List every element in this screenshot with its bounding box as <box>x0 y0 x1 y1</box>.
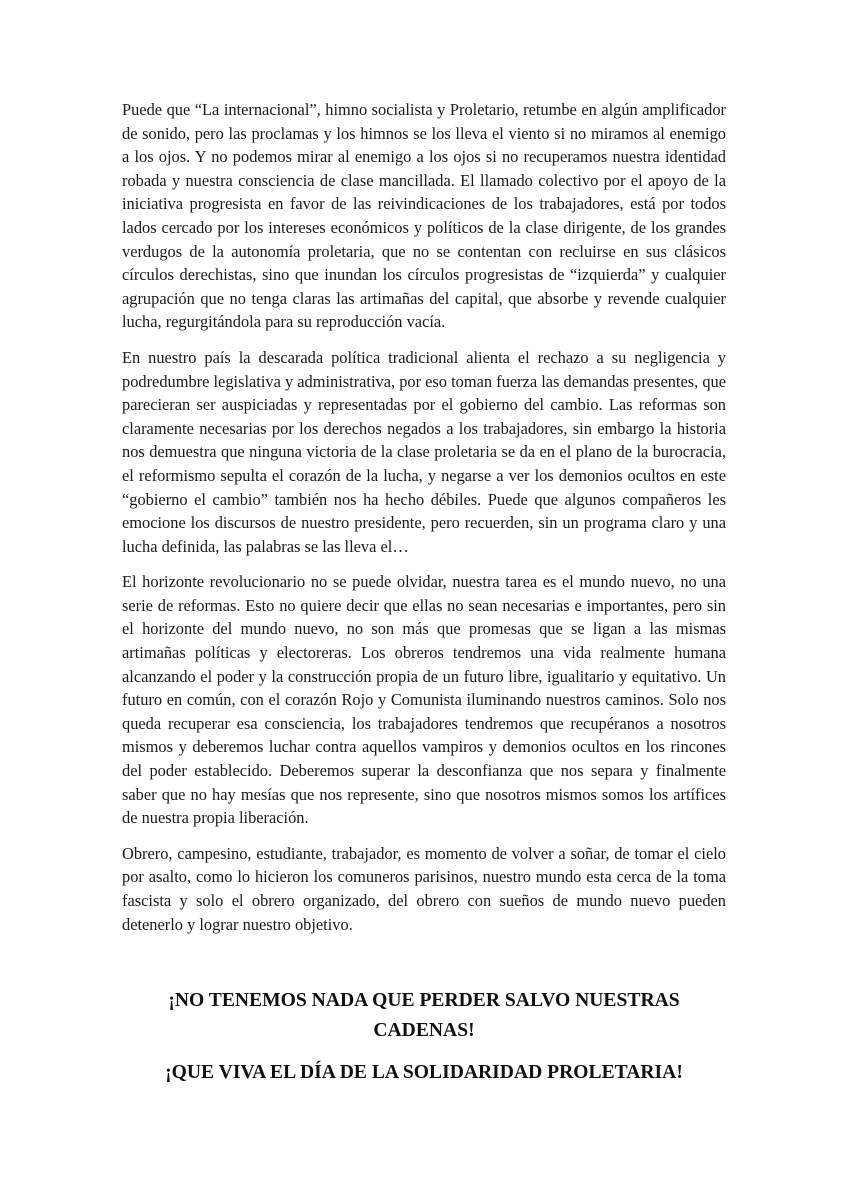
closing-slogans <box>122 986 726 1088</box>
paragraph-2: En nuestro país la descarada política tradicional alienta el rechazo a su negligencia y podredumbre legislativa y administrativa, por eso toman fuerza las demandas presentes, que parecieran ser auspiciadas y representadas por el gobierno del cambio. Las reformas son claramente necesarias por los derechos negados a los trabajadores, sin embargo la historia nos demuestra que ninguna victoria de la clase proletaria se da en el plano de la burocracia, el reformismo sepulta el corazón de la lucha, y negarse a ver los demonios ocultos en este “gobierno el cambio” también nos ha hecho débiles. Puede que algunos compañeros les emocione los discursos de nuestro presidente, pero recuerden, sin un programa claro y una lucha definida, las palabras se las lleva el… <box>122 347 726 556</box>
paragraph-3: El horizonte revolucionario no se puede olvidar, nuestra tarea es el mundo nuevo, no una serie de reformas. Esto no quiere decir que ellas no sean necesarias e importantes, pero sin el horizonte del mundo nuevo, no son más que promesas que se ligan a las mismas artimañas políticas y electoreras. Los obreros tendremos una vida realmente humana alcanzando el poder y la construcción propia de un futuro libre, igualitario y equitativo. Un futuro en común, con el corazón Rojo y Comunista iluminando nuestros caminos. Solo nos queda recuperar esa consciencia, los trabajadores tendremos que recupéranos a nosotros mismos y deberemos luchar contra aquellos vampiros y demonios ocultos en los rincones del poder establecido. Deberemos superar la desconfianza que nos separa y finalmente saber que no hay mesías que nos represente, sino que nosotros mismos somos los artífices de nuestra propia liberación. <box>122 572 726 828</box>
slogan-solidarity: ¡QUE VIVA EL DÍA DE LA SOLIDARIDAD PROLETARIA! <box>165 1062 683 1084</box>
document-body <box>122 98 726 936</box>
paragraph-1: Puede que “La internacional”, himno socialista y Proletario, retumbe en algún amplificador de sonido, pero las proclamas y los himnos se los lleva el viento si no miramos al enemigo a los ojos. Y no podemos mirar al enemigo a los ojos si no recuperamos nuestra identidad robada y nuestra consciencia de clase mancillada. El llamado colectivo por el apoyo de la iniciativa progresista en favor de las reivindicaciones de los trabajadores, está por todos lados cercado por los intereses económicos y políticos de la clase dirigente, de los grandes verdugos de la autonomía proletaria, que no se contentan con recluirse en sus clásicos círculos derechistas, sino que inundan los círculos progresistas de “izquierda” y cualquier agrupación que no tenga claras las artimañas del capital, que absorbe y revende cualquier lucha, regurgitándola para su reproducción vacía. <box>122 100 726 332</box>
paragraph-4: Obrero, campesino, estudiante, trabajador, es momento de volver a soñar, de tomar el cielo por asalto, como lo hicieron los comuneros parisinos, nuestro mundo esta cerca de la toma fascista y solo el obrero organizado, del obrero con sueños de mundo nuevo pueden detenerlo y lograr nuestro objetivo. <box>122 843 726 934</box>
slogan-chains: ¡NO TENEMOS NADA QUE PERDER SALVO NUESTRAS CADENAS! <box>168 990 680 1042</box>
